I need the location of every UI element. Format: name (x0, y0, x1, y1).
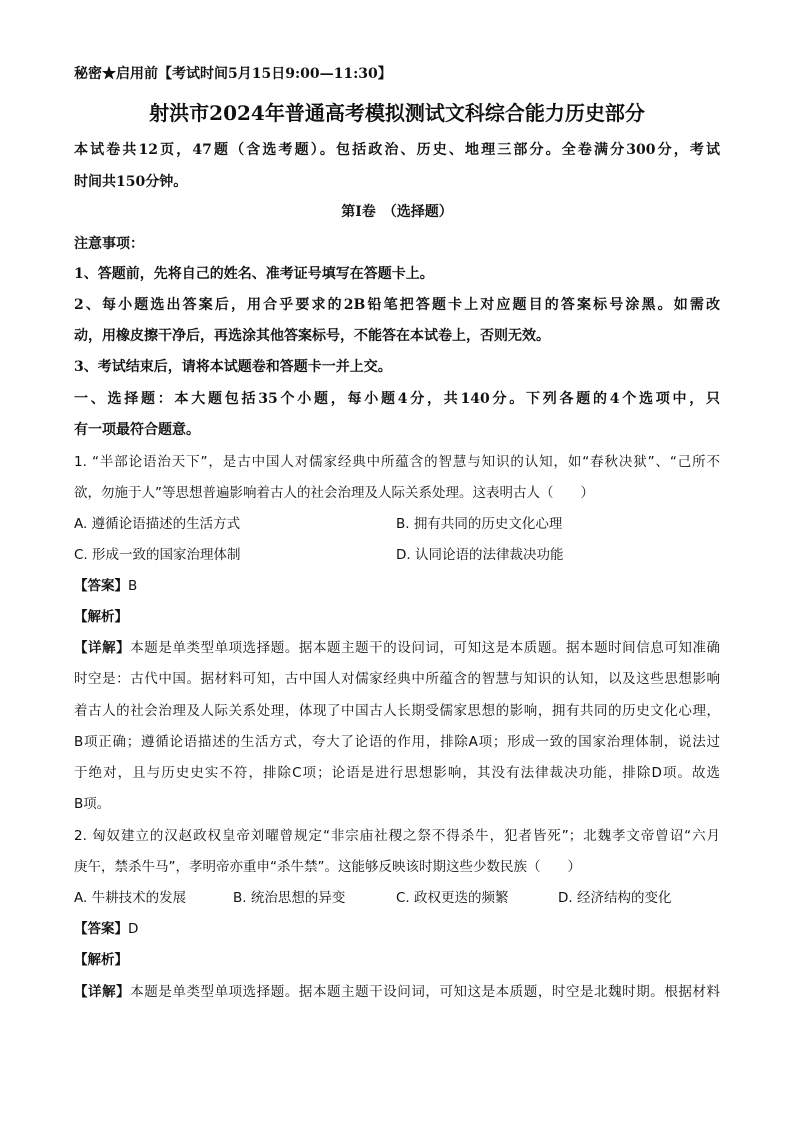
q2-option-c: C. 政权更迭的频繁 (396, 890, 509, 906)
q1-option-d: D. 认同论语的法律裁决功能 (396, 547, 564, 563)
q2-detail-tag: 【详解】 (74, 984, 131, 1000)
q1-stem-line-2: 欲，勿施于人”等思想普遍影响着古人的社会治理及人际关系处理。这表明古人（ ） (74, 485, 594, 501)
part-1-line-2: 有一项最符合题意。 (74, 422, 200, 438)
q2-stem-line-2: 庚午，禁杀牛马”，孝明帝亦重申“杀牛禁”。这能够反映该时期这些少数民族（ ） (74, 859, 581, 875)
q1-detail-line-3: 着古人的社会治理及人际关系处理，体现了中国古人长期受儒家思想的影响，拥有共同的历史文化心理， (74, 703, 720, 719)
note-2-line-2: 动，用橡皮擦干净后，再选涂其他答案标号，不能答在本试卷上，否则无效。 (74, 328, 550, 344)
q1-detail-line-1 (74, 638, 720, 658)
part-1-line-1: 一、选择题：本大题包括35个小题，每小题4分，共140分。下列各题的4个选项中，只 (74, 391, 720, 407)
note-3: 3、考试结束后，请将本试题卷和答题卡一并上交。 (74, 359, 392, 375)
notes-title: 注意事项： (74, 236, 144, 252)
q2-option-d: D. 经济结构的变化 (558, 890, 672, 906)
q1-option-b: B. 拥有共同的历史文化心理 (396, 516, 563, 532)
q1-detail-text-1: 本题是单类型单项选择题。据本题主题干的设问词，可知这是本质题。据本题时间信息可知准确 (130, 640, 721, 656)
q2-option-b: B. 统治思想的异变 (233, 890, 346, 906)
intro-line-1: 本试卷共12页，47题（含选考题）。包括政治、历史、地理三部分。全卷满分300分，考试 (74, 142, 720, 158)
section-heading: 第Ⅰ卷 （选择题） (341, 204, 453, 220)
q2-answer-row (74, 919, 138, 939)
q2-answer-tag: 【答案】 (74, 921, 128, 937)
q2-stem-line-1: 2. 匈奴建立的汉赵政权皇帝刘曜曾规定“非宗庙社稷之祭不得杀牛，犯者皆死”；北魏孝文帝曾诏“六月 (74, 828, 720, 844)
q2-detail-text-1: 本题是单类型单项选择题。据本题主题干设问词，可知这是本质题，时空是北魏时期。根据材料 (130, 984, 721, 1000)
q1-detail-line-6: B项。 (74, 796, 111, 812)
q2-detail-line-1 (74, 982, 720, 1002)
note-2-line-1: 2、每小题选出答案后，用合乎要求的2B铅笔把答题卡上对应题目的答案标号涂黑。如需改 (74, 297, 720, 313)
page-title: 射洪市2024年普通高考模拟测试文科综合能力历史部分 (149, 101, 645, 125)
q1-answer-row (74, 576, 137, 596)
note-1: 1、答题前，先将自己的姓名、准考证号填写在答题卡上。 (74, 266, 434, 282)
q1-answer-value: B (128, 578, 138, 594)
q2-option-a: A. 牛耕技术的发展 (74, 890, 187, 906)
q1-answer-tag: 【答案】 (74, 578, 128, 594)
q1-option-c: C. 形成一致的国家治理体制 (74, 547, 241, 563)
q1-detail-line-5: 于绝对，且与历史史实不符，排除C项；论语是进行思想影响，其没有法律裁决功能，排除D项。故选 (74, 765, 720, 781)
q2-analysis-tag: 【解析】 (74, 952, 128, 968)
q1-analysis-tag: 【解析】 (74, 609, 128, 625)
intro-line-2: 时间共150分钟。 (74, 174, 188, 190)
q1-detail-line-4: B项正确；遵循论语描述的生活方式，夸大了论语的作用，排除A项；形成一致的国家治理体制，说法过 (74, 734, 720, 750)
q1-detail-line-2: 时空是：古代中国。据材料可知，古中国人对儒家经典中所蕴含的智慧与知识的认知，以及这些思想影响 (74, 671, 720, 687)
confidential-line: 秘密★启用前【考试时间5月15日9:00—11:30】 (74, 66, 392, 82)
q2-answer-value: D (128, 921, 139, 937)
q1-stem-line-1: 1. “半部论语治天下”，是古中国人对儒家经典中所蕴含的智慧与知识的认知，如“春秋决狱”、“己所不 (74, 454, 720, 470)
q1-option-a: A. 遵循论语描述的生活方式 (74, 516, 241, 532)
q1-detail-tag: 【详解】 (74, 640, 131, 656)
